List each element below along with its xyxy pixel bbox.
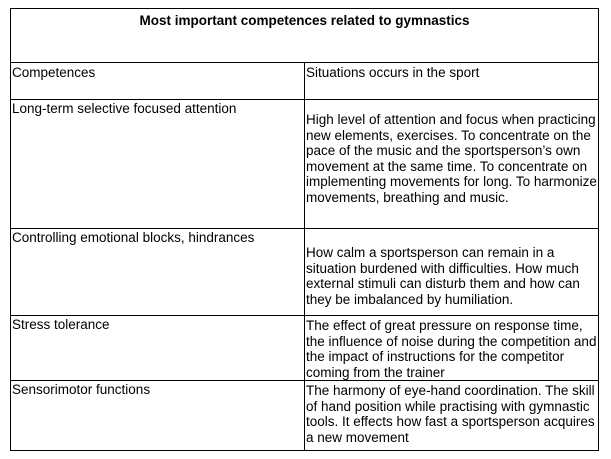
header-situations: Situations occurs in the sport [306,65,480,80]
competence-cell: Sensorimotor functions [11,381,305,450]
situation-cell: The effect of great pressure on response time, the influence of noise during the competition and the impact of instructions for the competitor coming from the trainer [306,318,597,380]
header-competences: Competences [11,63,305,99]
table-title: Most important competences related to gymnastics [11,9,598,63]
table-row [11,381,598,450]
table-header-row [11,63,598,100]
situation-cell: The harmony of eye-hand coordination. The skill of hand position while practising with gymnastic tools. It effects how fast a sportsperson acquires a new movement [306,383,595,445]
competence-cell: Stress tolerance [11,316,305,380]
situation-cell: High level of attention and focus when practicing new elements, exercises. To concentrate on the pace of the music and the sportsperson’s own movement at the same time. To concentrate on implementing movements for long. To harmonize movements, breathing and music. [306,112,597,205]
table-row [11,316,598,381]
competence-cell: Controlling emotional blocks, hindrances [11,229,305,315]
competence-cell: Long-term selective focused attention [11,100,305,228]
table-row [11,229,598,316]
table-row [11,100,598,229]
competences-table [10,8,599,451]
situation-cell: How calm a sportsperson can remain in a situation burdened with difficulties. How much external stimuli can disturb them and how can they be imbalanced by humiliation. [306,245,580,307]
